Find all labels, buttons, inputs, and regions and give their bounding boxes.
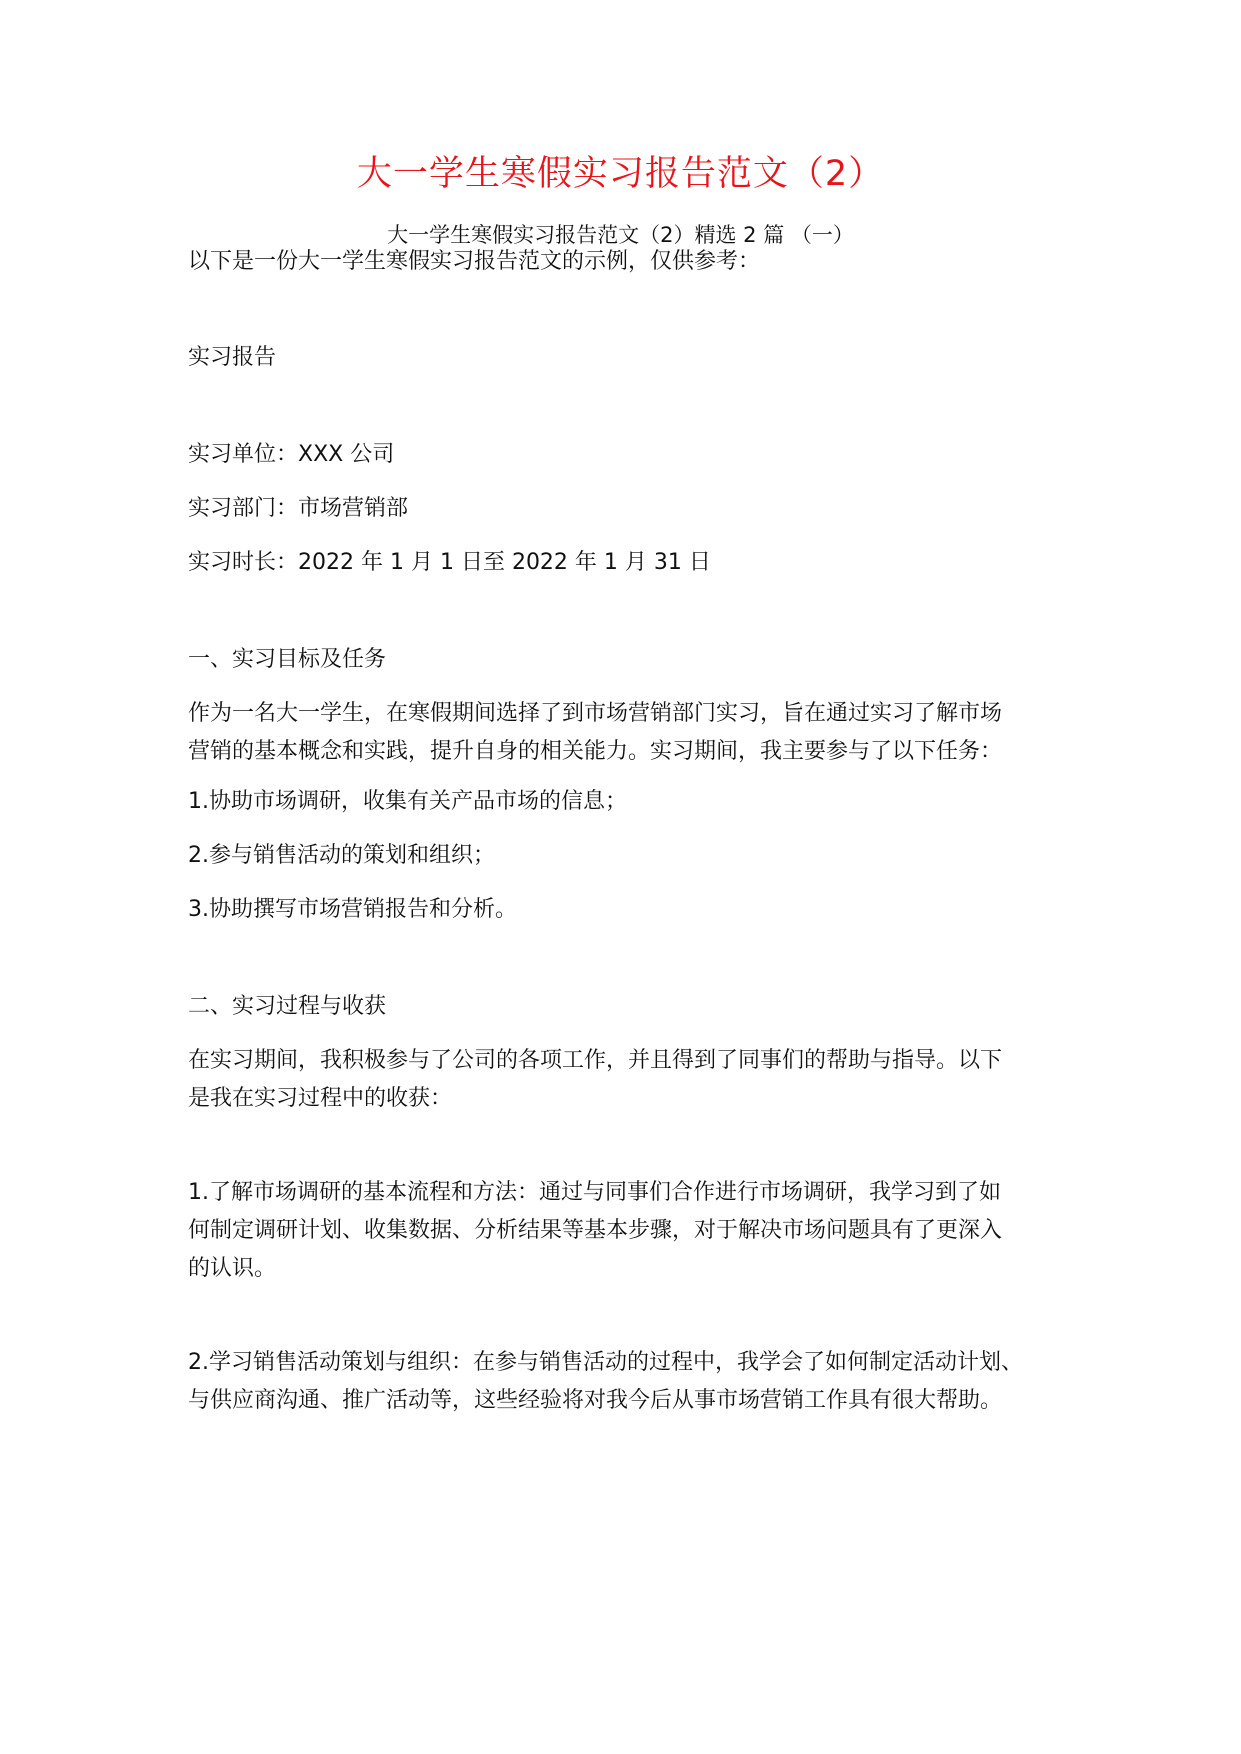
section2-heading: 二、实习过程与收获: [188, 994, 387, 1019]
gain-item-2-line: 与供应商沟通、推广活动等，这些经验将对我今后从事市场营销工作具有很大帮助。: [188, 1388, 1003, 1413]
intro-paragraph: 以下是一份大一学生寒假实习报告范文的示例，仅供参考：: [188, 249, 761, 274]
gain-item-1-line: 何制定调研计划、收集数据、分析结果等基本步骤，对于解决市场问题具有了更深入: [188, 1218, 1003, 1243]
task-item-2: 2.参与销售活动的策划和组织；: [188, 843, 495, 868]
gain-item-2: [188, 1344, 1068, 1420]
info-duration: 实习时长：2022 年 1 月 1 日至 2022 年 1 月 31 日: [188, 550, 711, 575]
report-heading: 实习报告: [188, 345, 277, 370]
document-title: 大一学生寒假实习报告范文（2）: [356, 154, 885, 194]
info-department: 实习部门：市场营销部: [188, 496, 409, 521]
gain-item-2-line: 2.学习销售活动策划与组织：在参与销售活动的过程中，我学会了如何制定活动计划、: [188, 1350, 1023, 1375]
section1-body-line: 作为一名大一学生，在寒假期间选择了到市场营销部门实习，旨在通过实习了解市场: [188, 701, 1003, 726]
section2-body-line: 是我在实习过程中的收获：: [188, 1086, 453, 1111]
gain-item-1-line: 1.了解市场调研的基本流程和方法：通过与同事们合作进行市场调研，我学习到了如: [188, 1180, 1001, 1205]
section1-body-line: 营销的基本概念和实践，提升自身的相关能力。实习期间，我主要参与了以下任务：: [188, 739, 1003, 764]
gain-item-1: [188, 1174, 1068, 1288]
document-subtitle: 大一学生寒假实习报告范文（2）精选 2 篇 （一）: [387, 223, 854, 247]
section1-body: [188, 695, 1068, 771]
section2-body: [188, 1042, 1068, 1118]
gain-item-1-line: 的认识。: [188, 1256, 277, 1281]
info-unit: 实习单位：XXX 公司: [188, 442, 395, 467]
section2-body-line: 在实习期间，我积极参与了公司的各项工作，并且得到了同事们的帮助与指导。以下: [188, 1048, 1003, 1073]
task-item-3: 3.协助撰写市场营销报告和分析。: [188, 897, 517, 922]
task-item-1: 1.协助市场调研，收集有关产品市场的信息；: [188, 789, 627, 814]
section1-heading: 一、实习目标及任务: [188, 647, 387, 672]
